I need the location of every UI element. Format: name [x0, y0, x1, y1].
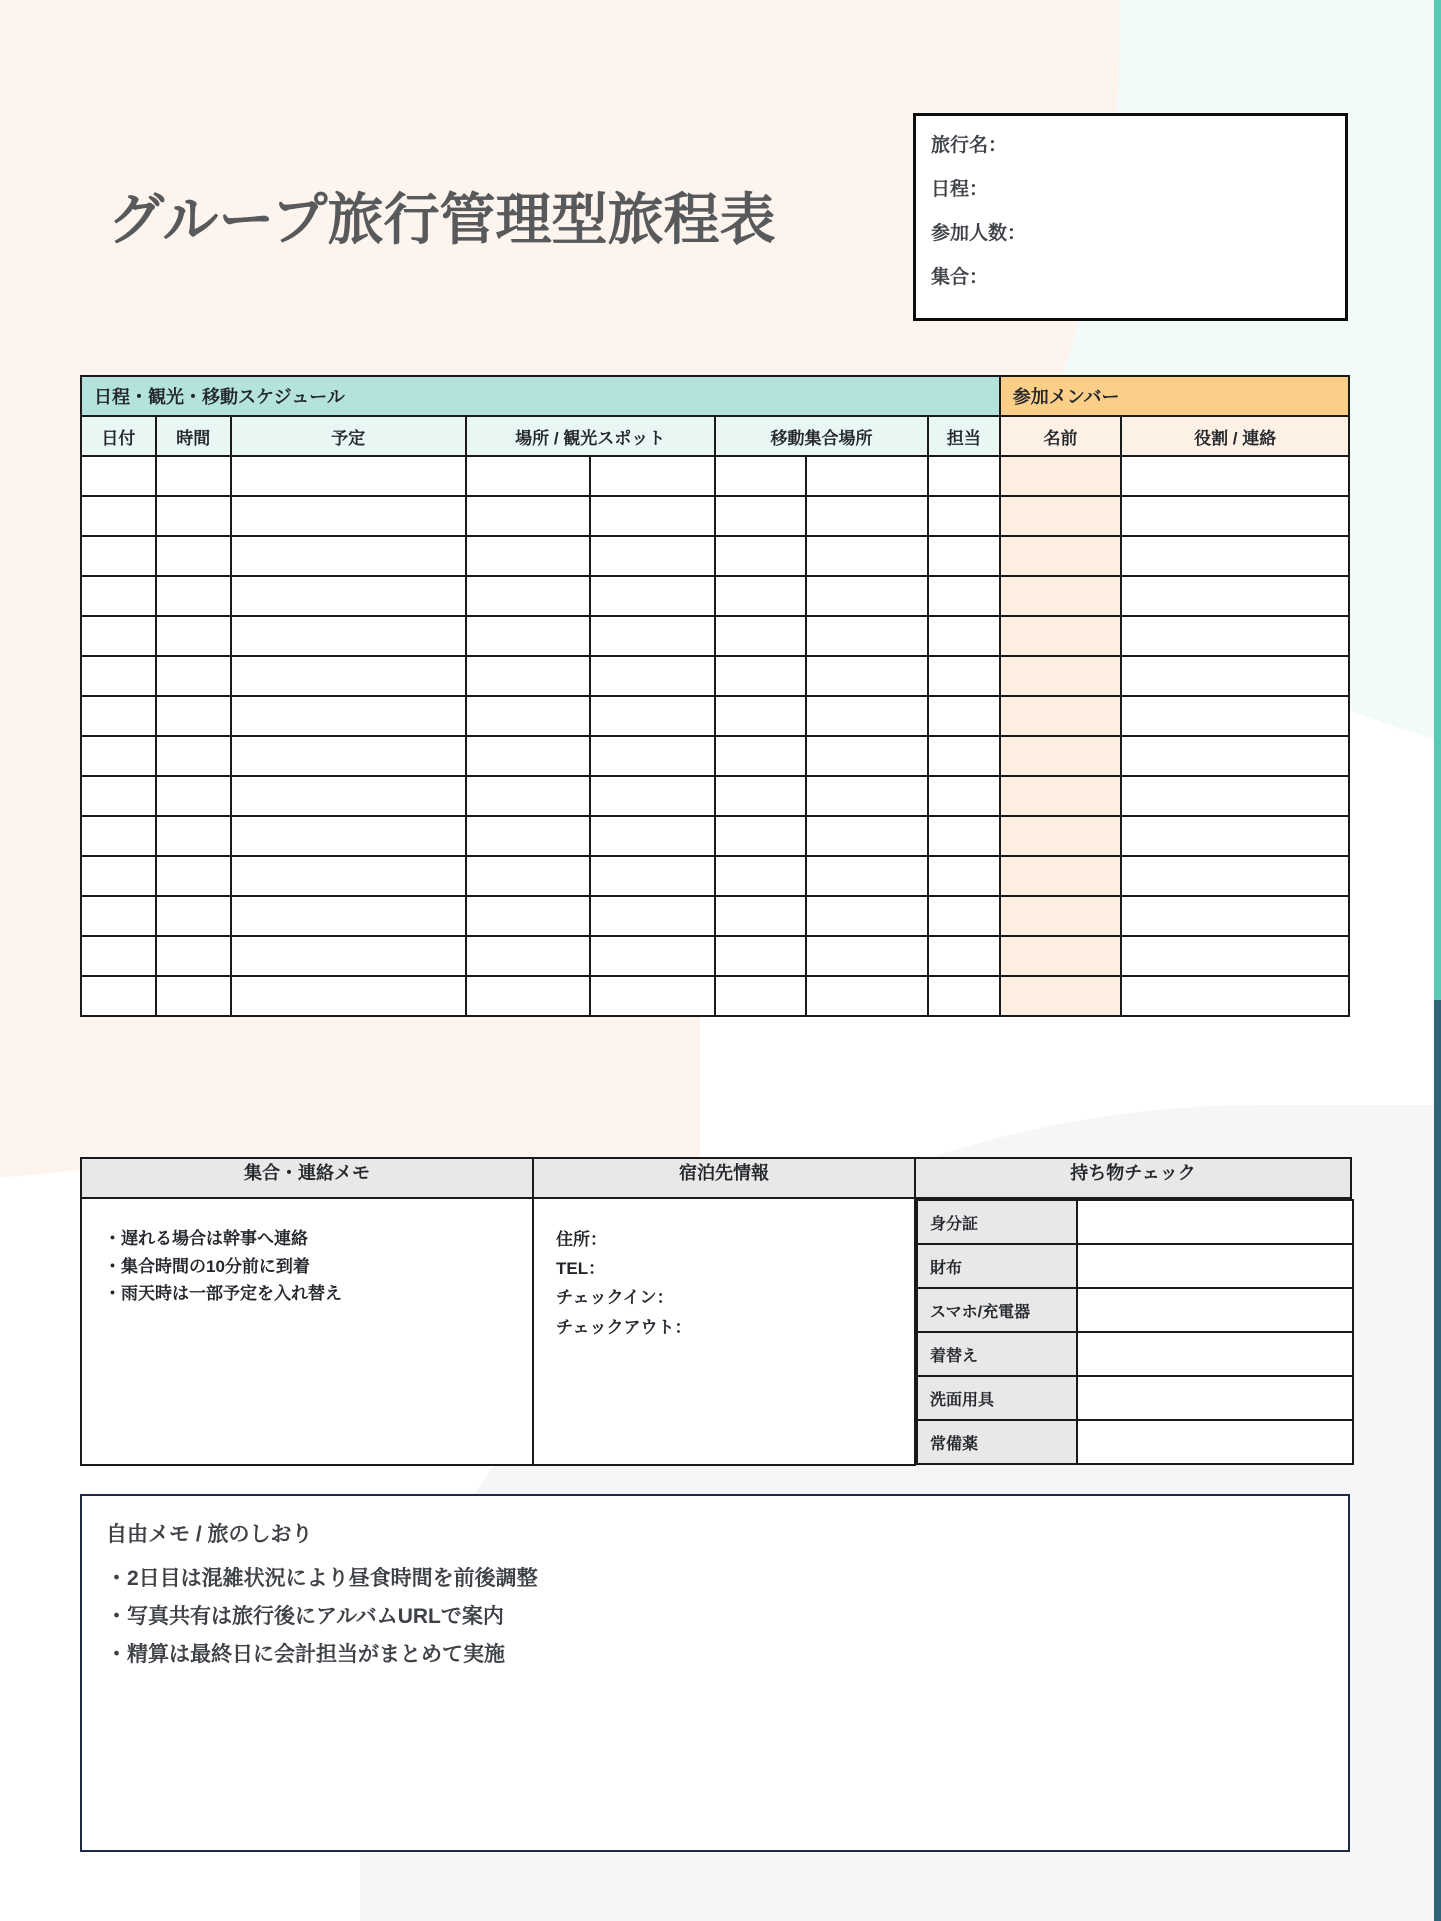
cell-transfer-a[interactable] — [715, 696, 806, 736]
schedule-band-row — [81, 376, 1349, 416]
trip-dates-label: 日程： — [931, 179, 989, 200]
packing-item-label: 財布 — [917, 1244, 1077, 1288]
cell-time[interactable] — [156, 976, 231, 1016]
cell-owner[interactable] — [928, 776, 1000, 816]
cell-member-role[interactable] — [1121, 576, 1349, 616]
cell-member-role[interactable] — [1121, 736, 1349, 776]
free-memo-title: 自由メモ / 旅のしおり — [106, 1523, 313, 1546]
page-title: グループ旅行管理型旅程表 — [108, 188, 776, 251]
free-memo-bullet: ・精算は最終日に会計担当がまとめて実施 — [106, 1643, 505, 1667]
cell-transfer-a[interactable] — [715, 776, 806, 816]
cell-place-a[interactable] — [466, 816, 591, 856]
packing-item-checkbox[interactable] — [1077, 1332, 1353, 1376]
cell-member-role[interactable] — [1121, 656, 1349, 696]
mid-body-row — [81, 1198, 1351, 1465]
cell-member-name[interactable] — [1000, 496, 1122, 536]
cell-date[interactable] — [81, 616, 156, 656]
cell-member-name[interactable] — [1000, 896, 1122, 936]
column-header-time: 時間 — [156, 416, 231, 456]
cell-plan[interactable] — [231, 576, 466, 616]
cell-plan[interactable] — [231, 736, 466, 776]
column-header-plan: 予定 — [231, 416, 466, 456]
cell-time[interactable] — [156, 456, 231, 496]
participant-count-label: 参加人数： — [931, 223, 1027, 244]
packing-item-checkbox[interactable] — [1077, 1200, 1353, 1244]
cell-date[interactable] — [81, 776, 156, 816]
cell-transfer-a[interactable] — [715, 656, 806, 696]
cell-date[interactable] — [81, 736, 156, 776]
schedule-column-header-row — [81, 416, 1349, 456]
cell-member-role[interactable] — [1121, 936, 1349, 976]
panel-header-lodging: 宿泊先情報 — [533, 1158, 915, 1198]
list-item — [917, 1376, 1353, 1420]
packing-item-checkbox[interactable] — [1077, 1288, 1353, 1332]
cell-transfer-b[interactable] — [806, 976, 928, 1016]
cell-time[interactable] — [156, 736, 231, 776]
cell-transfer-b[interactable] — [806, 616, 928, 656]
cell-plan[interactable] — [231, 816, 466, 856]
panel-header-packing: 持ち物チェック — [915, 1158, 1351, 1198]
cell-place-b[interactable] — [590, 536, 715, 576]
cell-time[interactable] — [156, 576, 231, 616]
cell-owner[interactable] — [928, 496, 1000, 536]
cell-place-b[interactable] — [590, 856, 715, 896]
cell-date[interactable] — [81, 456, 156, 496]
cell-date[interactable] — [81, 896, 156, 936]
cell-place-a[interactable] — [466, 616, 591, 656]
cell-transfer-b[interactable] — [806, 856, 928, 896]
cell-member-role[interactable] — [1121, 816, 1349, 856]
cell-plan[interactable] — [231, 856, 466, 896]
meeting-memo-bullet: ・集合時間の10分前に到着 — [104, 1256, 310, 1276]
packing-item-checkbox[interactable] — [1077, 1244, 1353, 1288]
cell-place-b[interactable] — [590, 776, 715, 816]
cell-time[interactable] — [156, 816, 231, 856]
cell-transfer-a[interactable] — [715, 736, 806, 776]
cell-member-name[interactable] — [1000, 976, 1122, 1016]
cell-transfer-a[interactable] — [715, 576, 806, 616]
free-memo-bullet: ・写真共有は旅行後にアルバムURLで案内 — [106, 1605, 504, 1629]
table-row — [81, 696, 1349, 736]
cell-member-role[interactable] — [1121, 536, 1349, 576]
packing-body — [915, 1198, 1351, 1465]
cell-member-name[interactable] — [1000, 816, 1122, 856]
cell-member-role[interactable] — [1121, 896, 1349, 936]
cell-place-b[interactable] — [590, 656, 715, 696]
cell-place-a[interactable] — [466, 576, 591, 616]
cell-owner[interactable] — [928, 896, 1000, 936]
meeting-memo-body[interactable] — [81, 1198, 533, 1465]
packing-item-checkbox[interactable] — [1077, 1420, 1353, 1464]
cell-transfer-b[interactable] — [806, 656, 928, 696]
table-row — [81, 976, 1349, 1016]
cell-member-name[interactable] — [1000, 736, 1122, 776]
cell-transfer-a[interactable] — [715, 816, 806, 856]
cell-time[interactable] — [156, 896, 231, 936]
meeting-memo-bullet: ・雨天時は一部予定を入れ替え — [104, 1284, 342, 1304]
table-row — [81, 496, 1349, 536]
cell-place-b[interactable] — [590, 896, 715, 936]
list-item — [917, 1244, 1353, 1288]
cell-transfer-a[interactable] — [715, 456, 806, 496]
cell-plan[interactable] — [231, 976, 466, 1016]
free-memo-panel[interactable] — [80, 1494, 1350, 1852]
cell-transfer-b[interactable] — [806, 816, 928, 856]
cell-transfer-b[interactable] — [806, 696, 928, 736]
list-item — [917, 1332, 1353, 1376]
packing-item-label: 着替え — [917, 1332, 1077, 1376]
table-row — [81, 576, 1349, 616]
cell-transfer-b[interactable] — [806, 576, 928, 616]
cell-member-name[interactable] — [1000, 536, 1122, 576]
cell-transfer-a[interactable] — [715, 536, 806, 576]
cell-plan[interactable] — [231, 456, 466, 496]
cell-member-name[interactable] — [1000, 456, 1122, 496]
cell-date[interactable] — [81, 936, 156, 976]
cell-member-role[interactable] — [1121, 496, 1349, 536]
cell-owner[interactable] — [928, 736, 1000, 776]
column-header-transfer-point: 移動集合場所 — [715, 416, 928, 456]
cell-time[interactable] — [156, 856, 231, 896]
cell-place-b[interactable] — [590, 736, 715, 776]
packing-item-label: 常備薬 — [917, 1420, 1077, 1464]
cell-member-name[interactable] — [1000, 696, 1122, 736]
table-row — [81, 816, 1349, 856]
cell-transfer-b[interactable] — [806, 936, 928, 976]
cell-place-a[interactable] — [466, 656, 591, 696]
column-header-member-role: 役割 / 連絡 — [1121, 416, 1349, 456]
cell-time[interactable] — [156, 616, 231, 656]
table-row — [81, 776, 1349, 816]
cell-transfer-b[interactable] — [806, 456, 928, 496]
trip-info-box — [913, 113, 1348, 321]
cell-owner[interactable] — [928, 696, 1000, 736]
schedule-table — [80, 375, 1350, 1017]
lodging-body[interactable] — [533, 1198, 915, 1465]
cell-place-b[interactable] — [590, 816, 715, 856]
cell-owner[interactable] — [928, 456, 1000, 496]
meeting-memo-bullet: ・遅れる場合は幹事へ連絡 — [104, 1229, 308, 1248]
cell-place-a[interactable] — [466, 456, 591, 496]
cell-time[interactable] — [156, 656, 231, 696]
packing-item-label: 身分証 — [917, 1200, 1077, 1244]
cell-place-a[interactable] — [466, 936, 591, 976]
cell-date[interactable] — [81, 656, 156, 696]
column-header-place: 場所 / 観光スポット — [466, 416, 715, 456]
cell-plan[interactable] — [231, 536, 466, 576]
schedule-band-label: 日程・観光・移動スケジュール — [81, 376, 1000, 416]
cell-member-role[interactable] — [1121, 776, 1349, 816]
cell-member-name[interactable] — [1000, 856, 1122, 896]
lodging-checkin-label: チェックイン： — [556, 1288, 674, 1308]
cell-plan[interactable] — [231, 896, 466, 936]
cell-member-role[interactable] — [1121, 616, 1349, 656]
cell-member-name[interactable] — [1000, 936, 1122, 976]
cell-time[interactable] — [156, 776, 231, 816]
table-row — [81, 896, 1349, 936]
cell-plan[interactable] — [231, 656, 466, 696]
member-band-label: 参加メンバー — [1000, 376, 1349, 416]
cell-place-b[interactable] — [590, 576, 715, 616]
cell-transfer-a[interactable] — [715, 896, 806, 936]
cell-plan[interactable] — [231, 616, 466, 656]
cell-date[interactable] — [81, 816, 156, 856]
column-header-member-name: 名前 — [1000, 416, 1122, 456]
column-header-date: 日付 — [81, 416, 156, 456]
cell-place-b[interactable] — [590, 696, 715, 736]
cell-place-b[interactable] — [590, 616, 715, 656]
cell-date[interactable] — [81, 976, 156, 1016]
cell-plan[interactable] — [231, 496, 466, 536]
table-row — [81, 936, 1349, 976]
cell-plan[interactable] — [231, 776, 466, 816]
cell-transfer-a[interactable] — [715, 936, 806, 976]
cell-member-name[interactable] — [1000, 576, 1122, 616]
free-memo-bullet: ・2日目は混雑状況により昼食時間を前後調整 — [106, 1567, 538, 1590]
cell-owner[interactable] — [928, 816, 1000, 856]
table-row — [81, 656, 1349, 696]
cell-transfer-b[interactable] — [806, 776, 928, 816]
cell-place-b[interactable] — [590, 496, 715, 536]
cell-owner[interactable] — [928, 656, 1000, 696]
cell-member-role[interactable] — [1121, 976, 1349, 1016]
cell-place-b[interactable] — [590, 976, 715, 1016]
cell-member-name[interactable] — [1000, 616, 1122, 656]
cell-transfer-b[interactable] — [806, 536, 928, 576]
cell-owner[interactable] — [928, 616, 1000, 656]
cell-place-a[interactable] — [466, 976, 591, 1016]
cell-transfer-b[interactable] — [806, 896, 928, 936]
packing-item-label: 洗面用具 — [917, 1376, 1077, 1420]
cell-transfer-b[interactable] — [806, 496, 928, 536]
packing-item-label: スマホ/充電器 — [917, 1288, 1077, 1332]
cell-transfer-a[interactable] — [715, 976, 806, 1016]
cell-member-role[interactable] — [1121, 456, 1349, 496]
cell-place-b[interactable] — [590, 936, 715, 976]
cell-plan[interactable] — [231, 936, 466, 976]
cell-time[interactable] — [156, 496, 231, 536]
cell-place-a[interactable] — [466, 736, 591, 776]
cell-place-a[interactable] — [466, 856, 591, 896]
table-row — [81, 856, 1349, 896]
cell-owner[interactable] — [928, 936, 1000, 976]
cell-time[interactable] — [156, 696, 231, 736]
lodging-tel-label: TEL： — [556, 1259, 606, 1279]
cell-place-a[interactable] — [466, 776, 591, 816]
list-item — [917, 1420, 1353, 1464]
mid-panels-wrapper — [80, 1157, 1350, 1466]
table-row — [81, 536, 1349, 576]
cell-place-a[interactable] — [466, 496, 591, 536]
cell-owner[interactable] — [928, 576, 1000, 616]
mid-panels-table — [80, 1157, 1352, 1466]
cell-owner[interactable] — [928, 536, 1000, 576]
packing-checklist-table — [916, 1199, 1354, 1465]
column-header-owner: 担当 — [928, 416, 1000, 456]
cell-owner[interactable] — [928, 976, 1000, 1016]
cell-transfer-a[interactable] — [715, 496, 806, 536]
cell-owner[interactable] — [928, 856, 1000, 896]
list-item — [917, 1200, 1353, 1244]
cell-transfer-b[interactable] — [806, 736, 928, 776]
trip-name-label: 旅行名： — [931, 135, 1008, 156]
cell-date[interactable] — [81, 536, 156, 576]
mid-header-row — [81, 1158, 1351, 1198]
cell-transfer-a[interactable] — [715, 856, 806, 896]
cell-member-name[interactable] — [1000, 656, 1122, 696]
table-row — [81, 456, 1349, 496]
cell-member-name[interactable] — [1000, 776, 1122, 816]
lodging-address-label: 住所： — [556, 1230, 607, 1249]
cell-date[interactable] — [81, 696, 156, 736]
list-item — [917, 1288, 1353, 1332]
table-row — [81, 616, 1349, 656]
cell-place-a[interactable] — [466, 696, 591, 736]
cell-date[interactable] — [81, 576, 156, 616]
cell-time[interactable] — [156, 536, 231, 576]
cell-member-role[interactable] — [1121, 856, 1349, 896]
schedule-table-wrapper — [80, 375, 1350, 1017]
cell-date[interactable] — [81, 496, 156, 536]
cell-plan[interactable] — [231, 696, 466, 736]
cell-place-a[interactable] — [466, 896, 591, 936]
cell-place-a[interactable] — [466, 536, 591, 576]
cell-transfer-a[interactable] — [715, 616, 806, 656]
lodging-checkout-label: チェックアウト： — [556, 1317, 692, 1337]
cell-place-b[interactable] — [590, 456, 715, 496]
cell-date[interactable] — [81, 856, 156, 896]
meeting-point-label: 集合： — [931, 267, 989, 288]
table-row — [81, 736, 1349, 776]
cell-member-role[interactable] — [1121, 696, 1349, 736]
cell-time[interactable] — [156, 936, 231, 976]
panel-header-meeting-memo: 集合・連絡メモ — [81, 1158, 533, 1198]
packing-item-checkbox[interactable] — [1077, 1376, 1353, 1420]
